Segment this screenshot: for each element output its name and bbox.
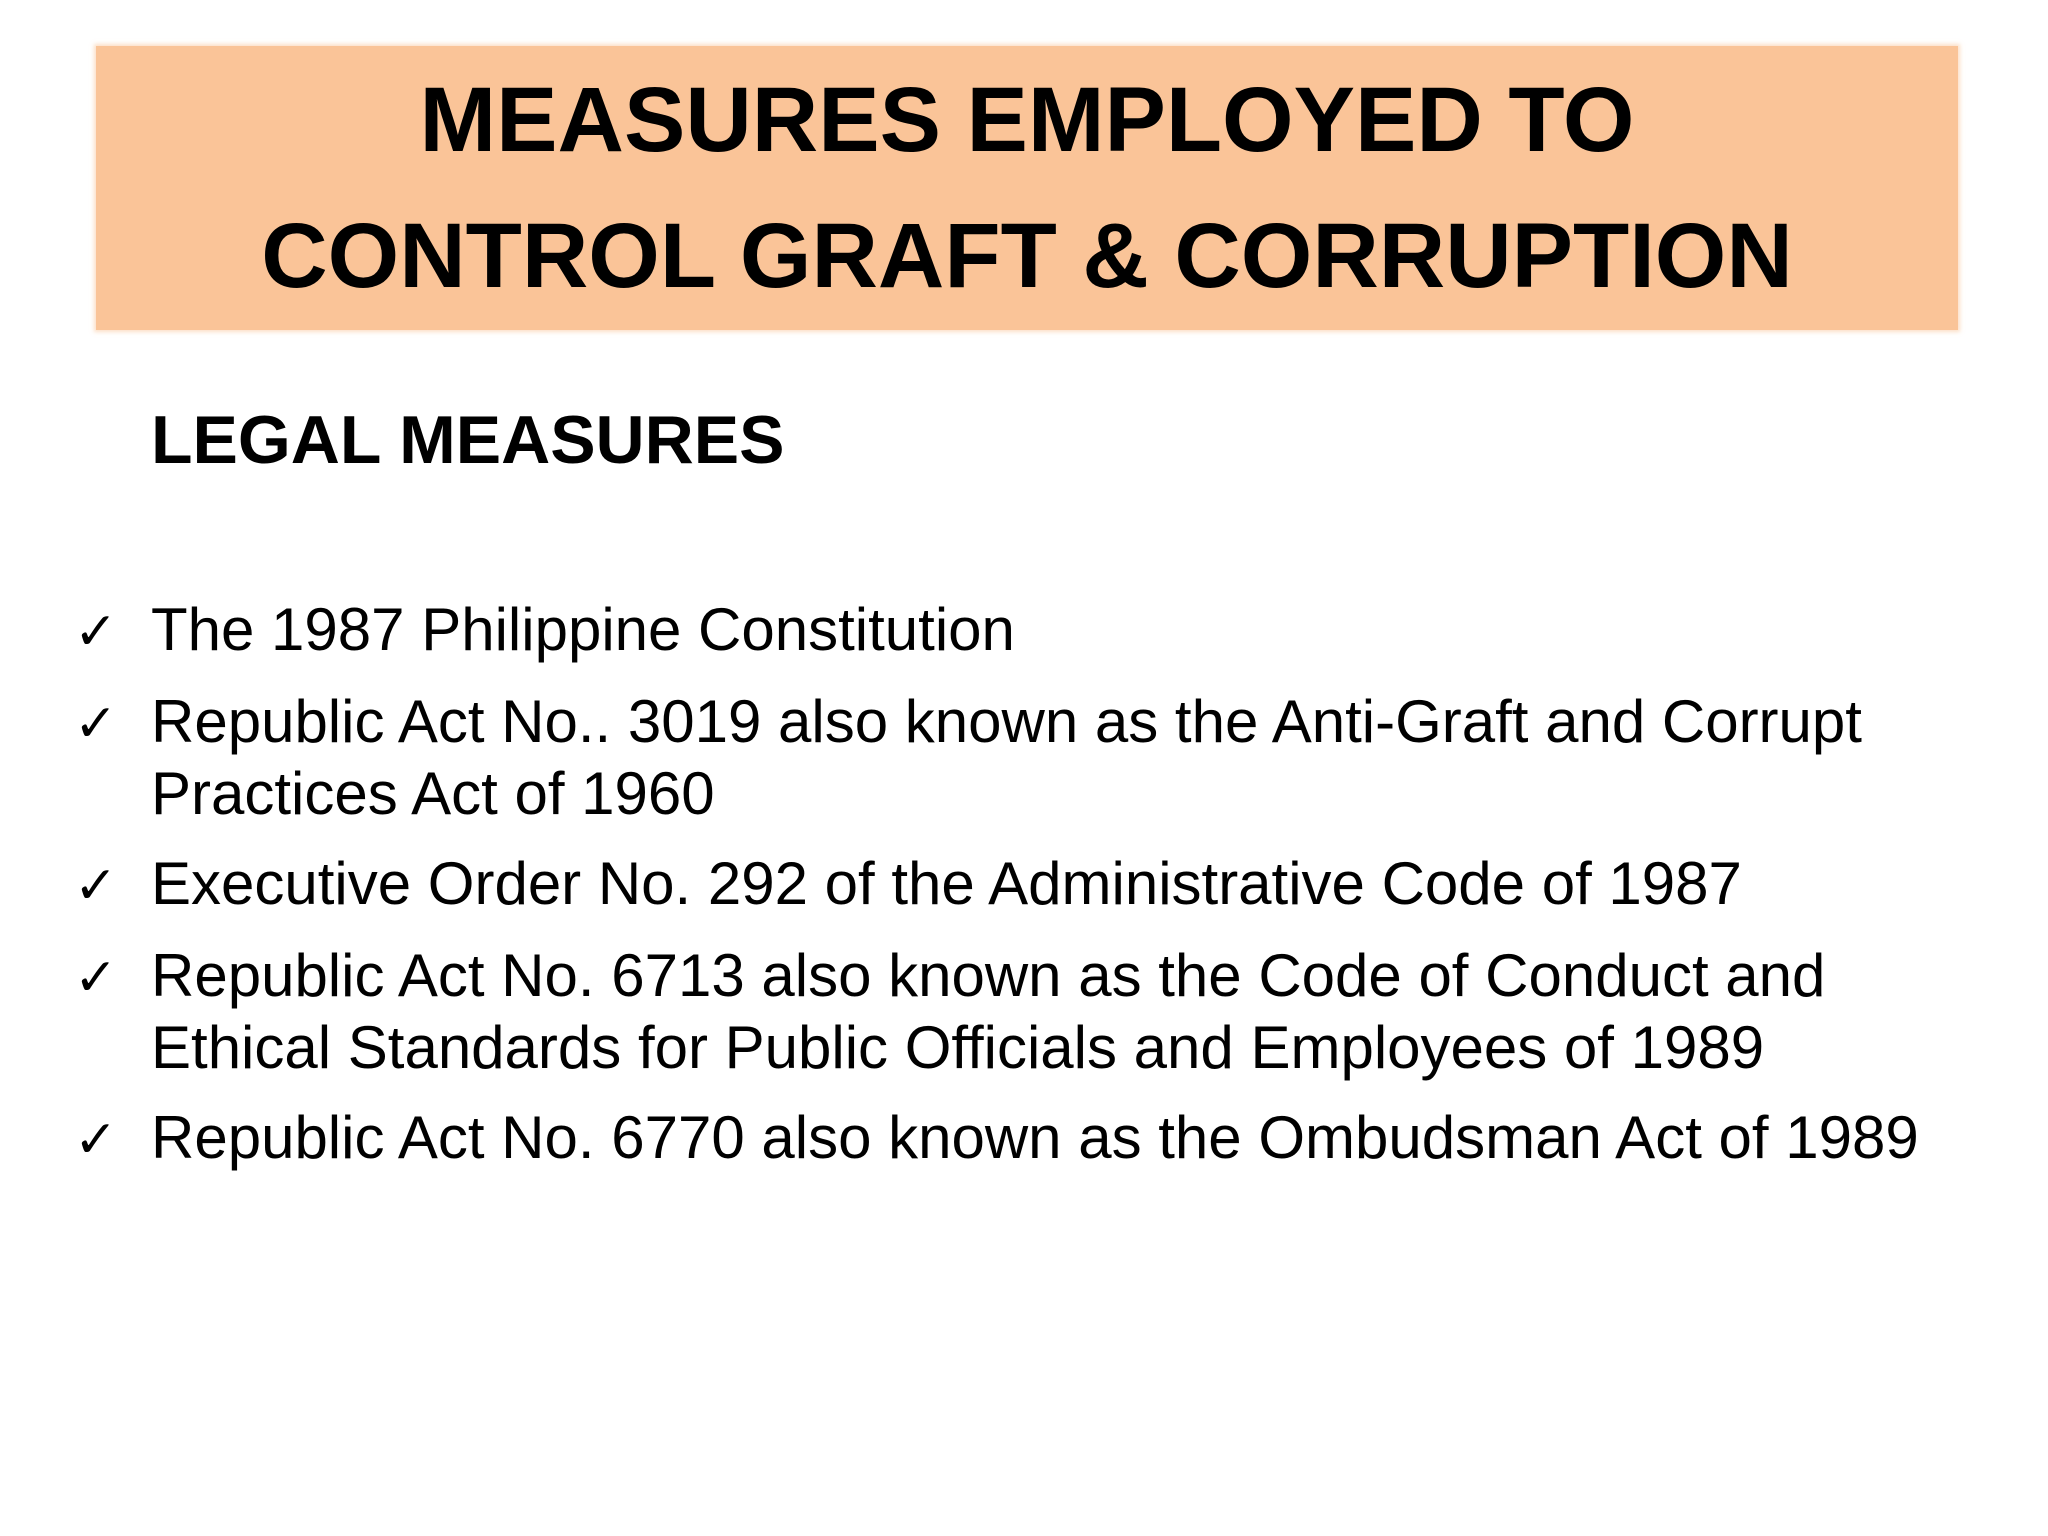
checkmark-icon: ✓ [74, 1110, 118, 1170]
list-item [74, 594, 1974, 668]
list-item [74, 940, 1974, 1084]
list-item [74, 1102, 1974, 1176]
title-banner [96, 46, 1958, 330]
checkmark-icon: ✓ [74, 602, 118, 662]
list-item-text: The 1987 Philippine Constitution [151, 596, 1015, 663]
checkmark-icon: ✓ [74, 856, 118, 916]
checkmark-icon: ✓ [74, 694, 118, 754]
list-item [74, 848, 1974, 922]
checkmark-icon: ✓ [74, 948, 118, 1008]
list-item-text: Executive Order No. 292 of the Administrative Code of 1987 [151, 850, 1742, 917]
list-item [74, 686, 1974, 830]
list-item-text: Republic Act No.. 3019 also known as the Anti-Graft and Corrupt Practices Act of 1960 [151, 688, 1862, 827]
title-line-2: CONTROL GRAFT & CORRUPTION [261, 205, 1793, 307]
list-item-text: Republic Act No. 6770 also known as the Ombudsman Act of 1989 [151, 1104, 1919, 1171]
section-heading: LEGAL MEASURES [151, 402, 785, 478]
legal-measures-list [74, 594, 1974, 1194]
title-line-1: MEASURES EMPLOYED TO [419, 69, 1635, 171]
list-item-text: Republic Act No. 6713 also known as the Code of Conduct and Ethical Standards for Public Officials and Employees of 1989 [151, 942, 1826, 1081]
